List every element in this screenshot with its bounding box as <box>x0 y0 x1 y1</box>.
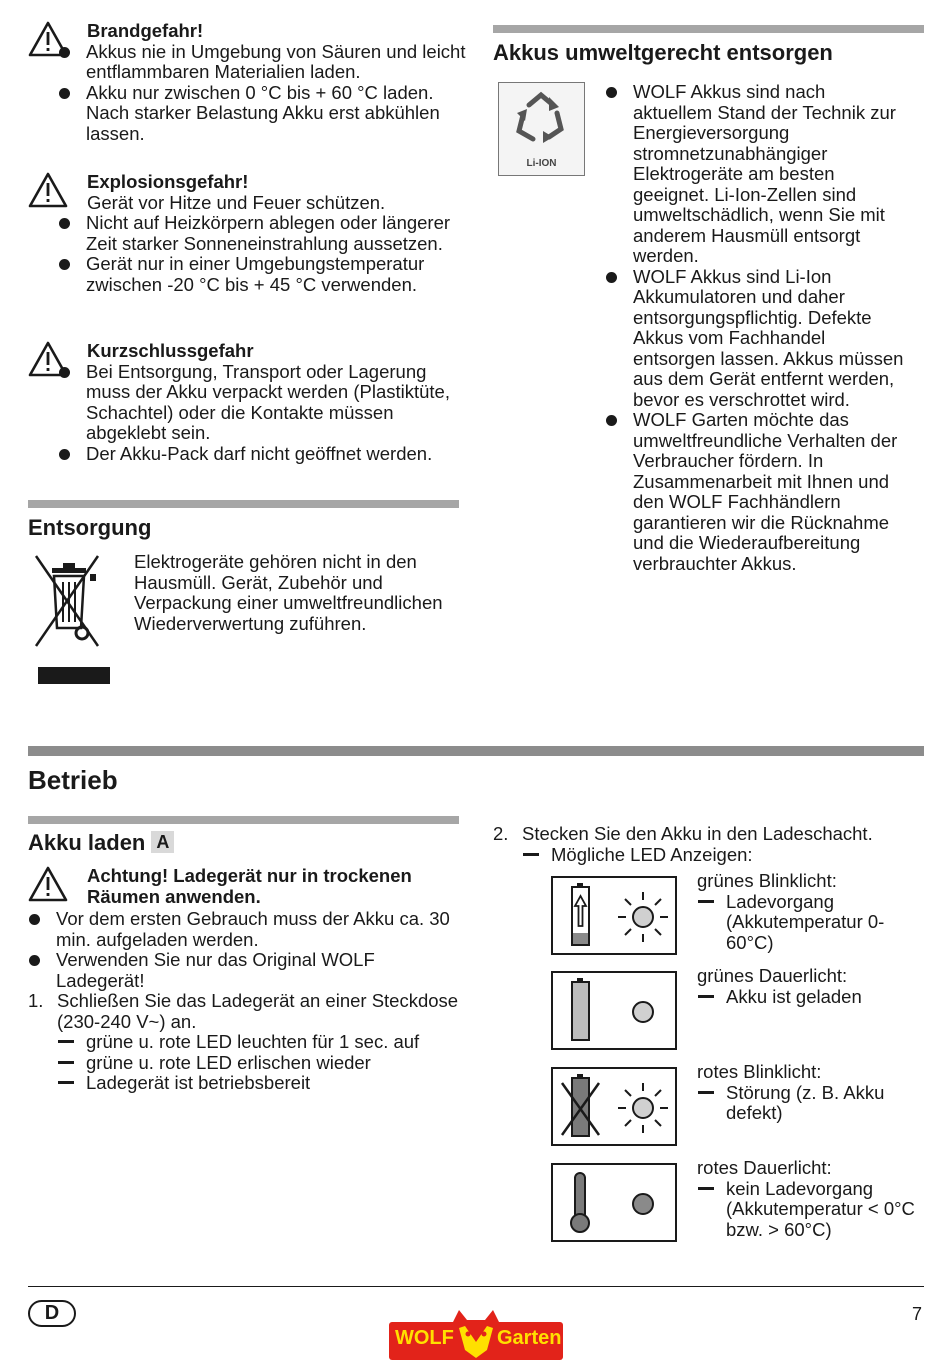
battery-disposal-heading: Akkus umweltgerecht entsorgen <box>493 40 833 65</box>
list-item: Bei Entsorgung, Transport oder Lagerung muss der Akku verpackt werden (Plastiktüte, Schachtel) oder die Kontakte müssen abgeklebt sein. <box>58 362 468 444</box>
step-number: 2. <box>493 823 509 844</box>
led-red-steady-box <box>551 1163 677 1242</box>
li-ion-recycling-symbol <box>498 82 585 176</box>
explosion-hazard-intro: Gerät vor Hitze und Feuer schützen. <box>87 191 386 213</box>
list-item: grüne u. rote LED erlischen wieder <box>57 1053 460 1074</box>
explosion-hazard-list <box>58 213 468 295</box>
list-item: Der Akku-Pack darf nicht geöffnet werden. <box>58 444 468 465</box>
step-text: Schließen Sie das Ladegerät an einer Steckdose (230-240 V~) an. <box>57 990 459 1032</box>
language-badge: D <box>28 1300 76 1327</box>
charging-steps-1 <box>28 991 460 1094</box>
list-item: Nicht auf Heizkörpern ablegen oder längerer Zeit starker Sonneneinstrahlung aussetzen. <box>58 213 468 254</box>
charging-warning-text: Achtung! Ladegerät nur in trockenen Räumen anwenden. <box>87 865 412 907</box>
warning-triangle-icon <box>28 866 68 902</box>
step-item <box>28 991 460 1094</box>
battery-full-led-steady-icon <box>553 973 675 1048</box>
explosion-hazard-warning <box>28 172 468 295</box>
recycling-icon <box>499 83 584 153</box>
weee-bar <box>38 667 110 684</box>
list-item: grüne u. rote LED leuchten für 1 sec. auf <box>57 1032 460 1053</box>
fire-hazard-heading: Brandgefahr! <box>87 20 204 41</box>
led-title: grünes Dauerlicht: <box>697 965 848 986</box>
operation-heading: Betrieb <box>28 765 118 795</box>
section-divider <box>28 816 459 824</box>
led-red-blinking-text <box>697 1062 927 1124</box>
figure-ref-badge: A <box>151 831 174 853</box>
step-number: 1. <box>28 990 44 1011</box>
step-dash-list <box>522 845 923 866</box>
step-text: Stecken Sie den Akku in den Ladeschacht. <box>522 823 873 844</box>
led-detail: kein Ladevorgang (Akkutemperatur < 0°C bzw. > 60°C) <box>697 1179 927 1241</box>
charging-heading-text: Akku laden <box>28 830 146 855</box>
section-divider <box>28 500 459 508</box>
list-item: Vor dem ersten Gebrauch muss der Akku ca. 30 min. aufgeladen werden. <box>28 909 458 950</box>
list-item: WOLF Garten möchte das umweltfreundliche Verhalten der Verbraucher fördern. In Zusammenarbeit mit Ihnen und den WOLF Fachhändlern garantieren wir die Rücknahme und die Wiederaufbereitung verbrauchter Akkus. <box>605 410 905 574</box>
wolf-garten-logo <box>389 1306 563 1360</box>
disposal-heading: Entsorgung <box>28 515 152 540</box>
short-circuit-list <box>58 362 468 465</box>
crossed-out-bin-icon <box>34 554 102 650</box>
led-detail: Akku ist geladen <box>697 987 927 1008</box>
charging-warning <box>28 866 468 907</box>
list-item: Ladegerät ist betriebsbereit <box>57 1073 460 1094</box>
led-red-steady-text <box>697 1158 927 1240</box>
step-item <box>493 824 923 865</box>
main-divider <box>28 746 924 756</box>
charging-list <box>28 909 458 991</box>
battery-charging-led-blinking-icon <box>553 878 675 953</box>
step-dash-list <box>57 1032 460 1094</box>
led-green-blinking-box <box>551 876 677 955</box>
charging-steps-2 <box>493 824 923 865</box>
disposal-text: Elektrogeräte gehören nicht in den Hausmüll. Gerät, Zubehör und Verpackung einer umweltfreundlichen Wiederverwertung zuführen. <box>134 551 443 634</box>
section-divider <box>493 25 924 33</box>
fire-hazard-list <box>58 42 468 145</box>
li-ion-label: Li-ION <box>526 157 557 169</box>
list-item: WOLF Akkus sind nach aktuellem Stand der Technik zur Energieversorgung stromnetzunabhängiger Elektrogeräte am besten geeignet. Li-Ion-Zellen sind umweltschädlich, wenn Sie mit anderem Hausmüll entsorgt werden. <box>605 82 905 267</box>
led-title: rotes Blinklicht: <box>697 1061 822 1082</box>
led-title: rotes Dauerlicht: <box>697 1157 832 1178</box>
battery-disposal-list <box>605 82 905 574</box>
led-green-blinking-text <box>697 871 927 953</box>
list-item: Akku nur zwischen 0 °C bis + 60 °C laden. Nach starker Belastung Akku erst abkühlen lassen. <box>58 83 468 145</box>
fire-hazard-warning <box>28 21 468 144</box>
list-item: Mögliche LED Anzeigen: <box>522 845 923 866</box>
footer-rule <box>28 1286 924 1287</box>
list-item: Verwenden Sie nur das Original WOLF Ladegerät! <box>28 950 458 991</box>
short-circuit-heading: Kurzschlussgefahr <box>87 340 254 361</box>
led-green-steady-box <box>551 971 677 1050</box>
led-red-blinking-box <box>551 1067 677 1146</box>
short-circuit-warning <box>28 341 468 464</box>
logo-text-garten: Garten <box>497 1327 562 1349</box>
led-title: grünes Blinklicht: <box>697 870 837 891</box>
page-number: 7 <box>912 1304 923 1324</box>
led-green-steady-text <box>697 966 927 1007</box>
led-detail: Ladevorgang (Akkutemperatur 0-60°C) <box>697 892 927 954</box>
list-item: Gerät nur in einer Umgebungstemperatur zwischen -20 °C bis + 45 °C verwenden. <box>58 254 468 295</box>
battery-defect-led-blinking-icon <box>553 1069 675 1144</box>
led-detail: Störung (z. B. Akku defekt) <box>697 1083 927 1124</box>
thermometer-led-steady-icon <box>553 1165 675 1240</box>
list-item: Akkus nie in Umgebung von Säuren und leicht entflammbaren Materialien laden. <box>58 42 468 83</box>
charging-heading <box>28 830 174 856</box>
list-item: WOLF Akkus sind Li-Ion Akkumulatoren und daher entsorgungspflichtig. Defekte Akkus vom Fachhandel entsorgen lassen. Akkus müssen aus dem Gerät entfernt werden, bevor es verschrottet wird. <box>605 267 905 411</box>
logo-text-wolf: WOLF <box>395 1327 454 1349</box>
warning-triangle-icon <box>28 172 68 208</box>
explosion-hazard-heading: Explosionsgefahr! <box>87 171 249 192</box>
